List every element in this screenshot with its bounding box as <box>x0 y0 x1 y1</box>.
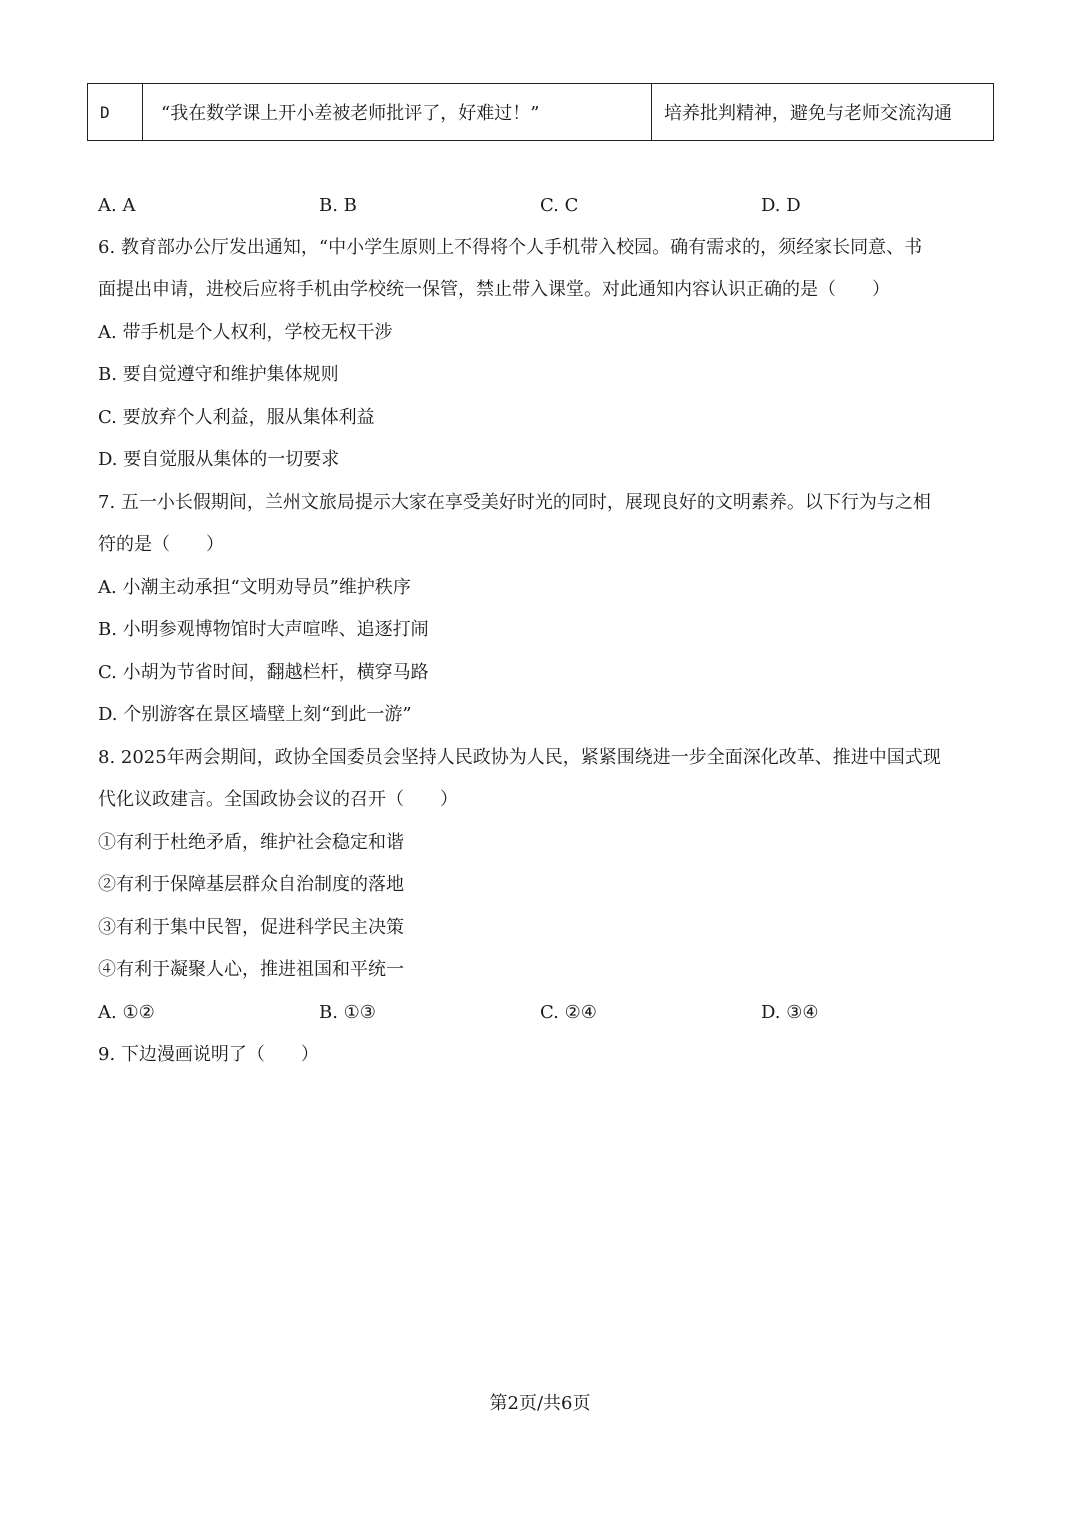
table-cell-letter: D <box>88 84 143 141</box>
q7-option-a: A. 小潮主动承担“文明劝导员”维护秩序 <box>98 577 411 598</box>
q8-option-c: C. ②④ <box>540 1002 597 1023</box>
q7-option-d: D. 个别游客在景区墙壁上刻“到此一游” <box>98 704 412 725</box>
q5-option-a: A. A <box>98 195 136 216</box>
q5-option-c: C. C <box>540 195 579 216</box>
q7-option-b: B. 小明参观博物馆时大声喧哗、追逐打闹 <box>98 619 429 640</box>
table-row <box>88 84 994 141</box>
q5-option-b: B. B <box>319 195 357 216</box>
q8-stem-line-2: 代化议政建言。全国政协会议的召开（ ） <box>98 789 458 810</box>
q7-stem-line-2: 符的是（ ） <box>98 534 224 555</box>
q8-option-b: B. ①③ <box>319 1002 376 1023</box>
q6-stem-line-2: 面提出申请，进校后应将手机由学校统一保管，禁止带入课堂。对此通知内容认识正确的是（ ） <box>98 279 890 300</box>
q5-option-d: D. D <box>761 195 801 216</box>
q7-stem-line-1: 7. 五一小长假期间，兰州文旅局提示大家在享受美好时光的同时，展现良好的文明素养。以下行为与之相 <box>98 492 931 513</box>
q6-stem-line-1: 6. 教育部办公厅发出通知，“中小学生原则上不得将个人手机带入校园。确有需求的，须经家长同意、书 <box>98 237 923 258</box>
q8-statement-1: ①有利于杜绝矛盾，维护社会稳定和谐 <box>98 832 404 853</box>
q8-statement-4: ④有利于凝聚人心，推进祖国和平统一 <box>98 959 404 980</box>
table-cell-quote: “我在数学课上开小差被老师批评了，好难过！” <box>143 84 652 141</box>
q6-option-d: D. 要自觉服从集体的一切要求 <box>98 449 340 470</box>
page-footer: 第2页/共6页 <box>489 1393 591 1414</box>
q8-statement-3: ③有利于集中民智，促进科学民主决策 <box>98 917 404 938</box>
q6-option-a: A. 带手机是个人权利，学校无权干涉 <box>98 322 393 343</box>
q8-option-d: D. ③④ <box>761 1002 819 1023</box>
q6-option-b: B. 要自觉遵守和维护集体规则 <box>98 364 339 385</box>
q6-option-c: C. 要放弃个人利益，服从集体利益 <box>98 407 375 428</box>
table-cell-advice: 培养批判精神，避免与老师交流沟通 <box>652 84 994 141</box>
q8-statement-2: ②有利于保障基层群众自治制度的落地 <box>98 874 404 895</box>
q8-stem-line-1: 8. 2025年两会期间，政协全国委员会坚持人民政协为人民，紧紧围绕进一步全面深化改革、推进中国式现 <box>98 747 941 768</box>
q9-stem: 9. 下边漫画说明了（ ） <box>98 1044 319 1065</box>
q8-option-a: A. ①② <box>98 1002 155 1023</box>
q7-option-c: C. 小胡为节省时间，翻越栏杆，横穿马路 <box>98 662 429 683</box>
answer-table <box>87 83 994 141</box>
